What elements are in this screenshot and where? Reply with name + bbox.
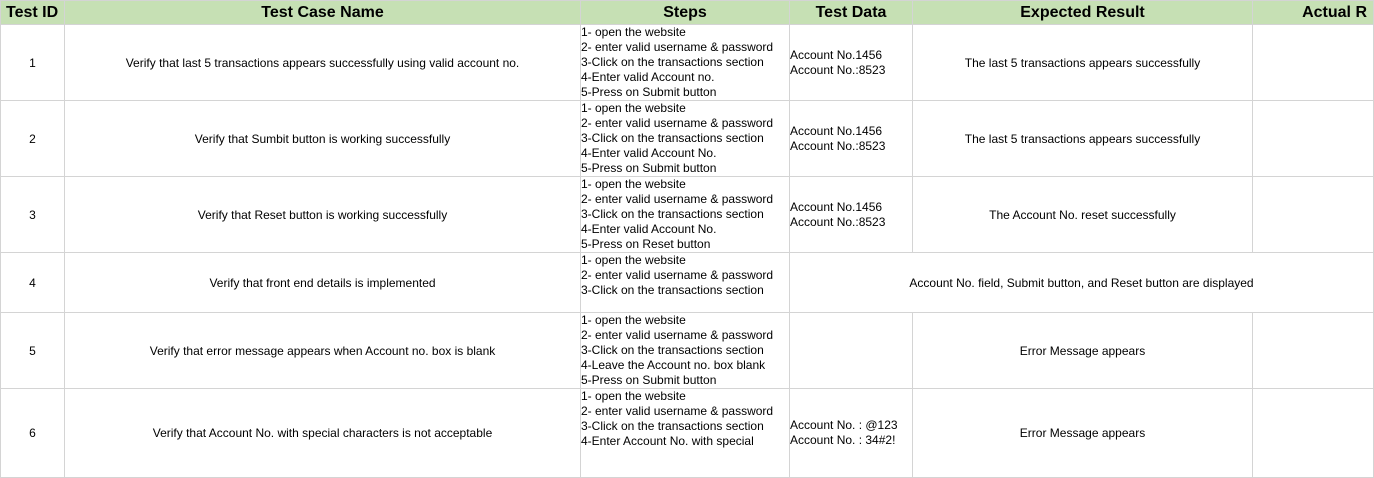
step-line: 3-Click on the transactions section [581, 283, 764, 297]
cell-steps[interactable] [581, 25, 790, 101]
cell-test-data[interactable] [790, 389, 913, 478]
cell-actual-result[interactable] [1253, 389, 1374, 478]
cell-actual-result[interactable] [1253, 101, 1374, 177]
cell-expected-result[interactable]: Error Message appears [913, 313, 1253, 389]
cell-merged-expected-result[interactable]: Account No. field, Submit button, and Reset button are displayed [790, 253, 1374, 313]
cell-test-case-name[interactable]: Verify that last 5 transactions appears successfully using valid account no. [65, 25, 581, 101]
table-row [1, 177, 1374, 253]
header-test-case-name[interactable]: Test Case Name [65, 1, 581, 25]
step-line: 3-Click on the transactions section [581, 131, 764, 145]
test-data-line: Account No.:8523 [790, 62, 886, 77]
cell-test-case-name[interactable]: Verify that Sumbit button is working successfully [65, 101, 581, 177]
header-test-data[interactable]: Test Data [790, 1, 913, 25]
cell-test-id[interactable]: 2 [1, 101, 65, 177]
test-data-line: Account No. : @123 [790, 418, 898, 432]
step-line: 5-Press on Submit button [581, 373, 717, 387]
cell-expected-result[interactable]: The Account No. reset successfully [913, 177, 1253, 253]
step-line: 2- enter valid username & password [581, 328, 774, 342]
cell-test-case-name[interactable]: Verify that error message appears when Account no. box is blank [65, 313, 581, 389]
cell-expected-result[interactable]: The last 5 transactions appears successfully [913, 101, 1253, 177]
header-actual-result[interactable]: Actual R [1253, 1, 1374, 25]
test-data-line: Account No.1456 [790, 123, 883, 138]
step-line: 1- open the website [581, 25, 686, 39]
step-line: 5-Press on Submit button [581, 161, 717, 175]
cell-test-data[interactable] [790, 313, 913, 389]
table-row [1, 253, 1374, 313]
step-line: 2- enter valid username & password [581, 40, 774, 54]
cell-test-id[interactable]: 5 [1, 313, 65, 389]
step-line: 1- open the website [581, 389, 686, 403]
step-line: 2- enter valid username & password [581, 192, 774, 206]
cell-test-case-name[interactable]: Verify that Reset button is working successfully [65, 177, 581, 253]
cell-test-case-name[interactable]: Verify that Account No. with special characters is not acceptable [65, 389, 581, 478]
cell-test-id[interactable]: 4 [1, 253, 65, 313]
cell-actual-result[interactable] [1253, 177, 1374, 253]
header-test-id[interactable]: Test ID [1, 1, 65, 25]
step-line: 4-Enter valid Account No. [581, 146, 717, 160]
test-data-line: Account No.1456 [790, 199, 883, 214]
step-line: 3-Click on the transactions section [581, 343, 764, 357]
table-row [1, 389, 1374, 478]
cell-actual-result[interactable] [1253, 25, 1374, 101]
step-line: 4-Enter Account No. with special [581, 434, 754, 448]
cell-steps[interactable] [581, 389, 790, 478]
step-line: 1- open the website [581, 177, 686, 191]
cell-steps[interactable] [581, 177, 790, 253]
step-line: 3-Click on the transactions section [581, 419, 764, 433]
cell-steps[interactable] [581, 253, 790, 313]
step-line: 4-Enter valid Account no. [581, 70, 715, 84]
cell-test-data[interactable] [790, 177, 913, 253]
test-data-line: Account No.:8523 [790, 138, 886, 153]
step-line: 5-Press on Submit button [581, 85, 717, 99]
step-line: 2- enter valid username & password [581, 116, 774, 130]
cell-test-id[interactable]: 6 [1, 389, 65, 478]
step-line: 4-Leave the Account no. box blank [581, 358, 766, 372]
step-line: 3-Click on the transactions section [581, 207, 764, 221]
cell-expected-result[interactable]: The last 5 transactions appears successfully [913, 25, 1253, 101]
step-line: 1- open the website [581, 253, 686, 267]
test-data-line: Account No.1456 [790, 47, 883, 62]
cell-test-case-name[interactable]: Verify that front end details is implemented [65, 253, 581, 313]
step-line: 5-Press on Reset button [581, 237, 711, 251]
test-data-line: Account No. : 34#2! [790, 433, 896, 447]
step-line: 2- enter valid username & password [581, 404, 774, 418]
step-line: 3-Click on the transactions section [581, 55, 764, 69]
table-row [1, 25, 1374, 101]
cell-test-data[interactable] [790, 101, 913, 177]
step-line: 4-Enter valid Account No. [581, 222, 717, 236]
table-row [1, 101, 1374, 177]
cell-test-id[interactable]: 1 [1, 25, 65, 101]
table-row [1, 313, 1374, 389]
cell-actual-result[interactable] [1253, 313, 1374, 389]
cell-test-id[interactable]: 3 [1, 177, 65, 253]
step-line: 1- open the website [581, 101, 686, 115]
cell-test-data[interactable] [790, 25, 913, 101]
step-line: 2- enter valid username & password [581, 268, 774, 282]
header-row [1, 1, 1374, 25]
cell-steps[interactable] [581, 313, 790, 389]
header-steps[interactable]: Steps [581, 1, 790, 25]
step-line: 1- open the website [581, 313, 686, 327]
test-data-line: Account No.:8523 [790, 214, 886, 229]
cell-steps[interactable] [581, 101, 790, 177]
cell-expected-result[interactable]: Error Message appears [913, 389, 1253, 478]
header-expected-result[interactable]: Expected Result [913, 1, 1253, 25]
